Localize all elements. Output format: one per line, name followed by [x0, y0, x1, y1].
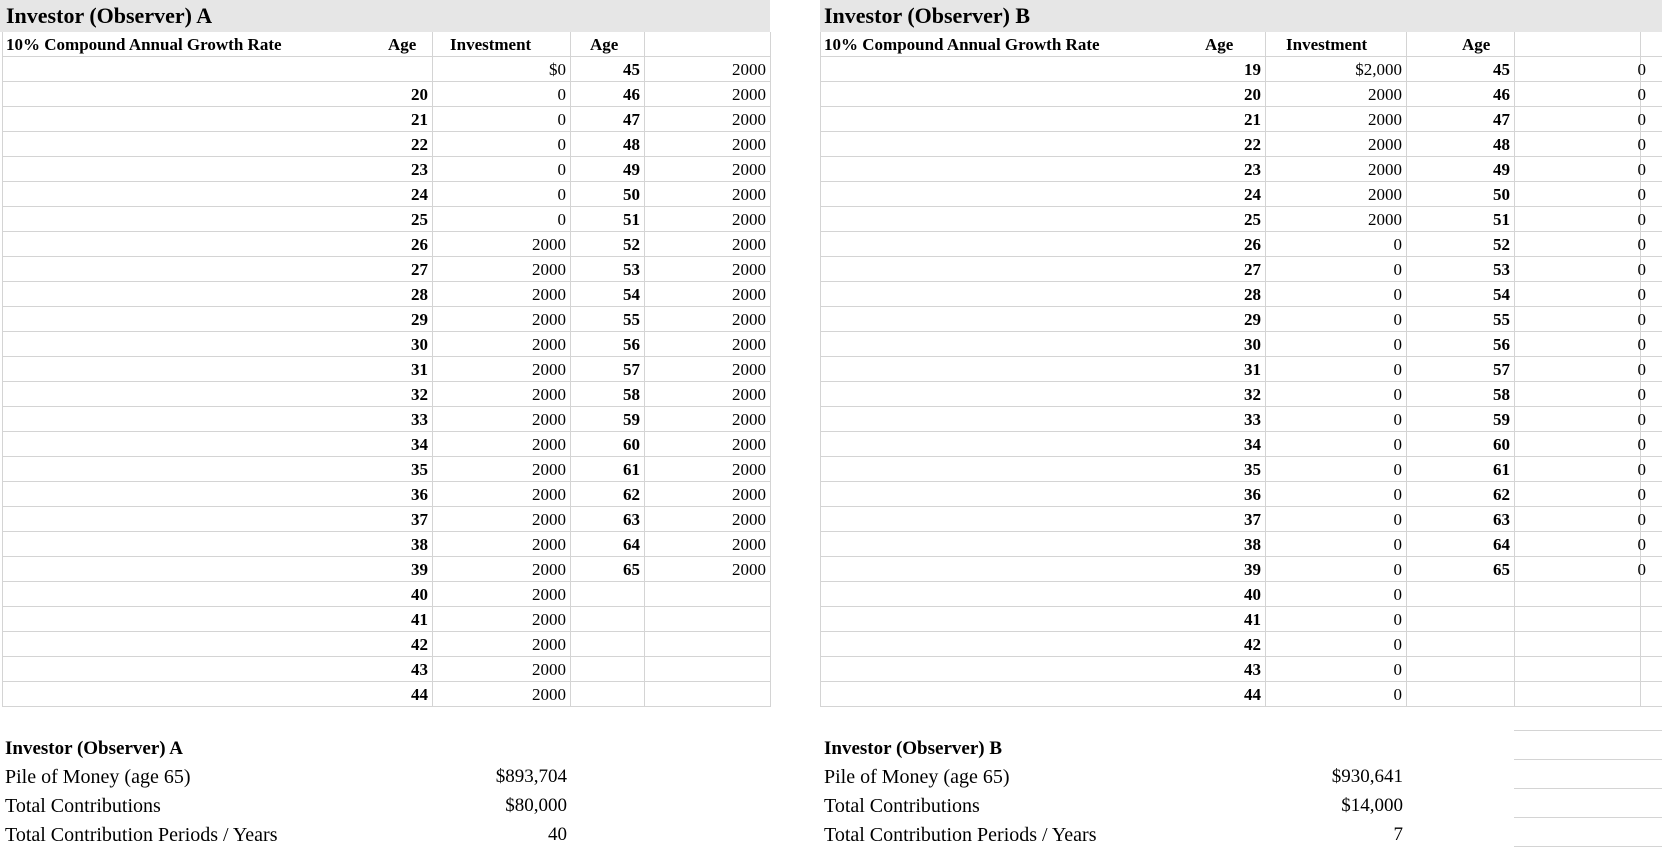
investor_b-age-cell[interactable]: 47	[1493, 110, 1510, 129]
investor_a-age-cell[interactable]: 26	[411, 235, 428, 254]
summary-a-periods-value[interactable]: 40	[548, 824, 567, 845]
investor_a-investment-cell[interactable]: 2000	[532, 660, 566, 679]
investor_b-investment-cell[interactable]: 0	[1393, 635, 1402, 654]
investor_a-investment-cell[interactable]: 2000	[732, 360, 766, 379]
investor_b-investment-cell[interactable]: 0	[1393, 335, 1402, 354]
grid-hline	[1514, 817, 1662, 818]
investor_a-age-cell[interactable]: 49	[623, 160, 640, 179]
investor_a-age-cell[interactable]: 23	[411, 160, 428, 179]
investor_a-investment-cell[interactable]: 2000	[732, 210, 766, 229]
summary-b-contrib-value[interactable]: $14,000	[1341, 795, 1403, 816]
investor_b-age-cell[interactable]: 25	[1244, 210, 1261, 229]
investor_a-age-cell[interactable]: 32	[411, 385, 428, 404]
investor_a-investment-cell[interactable]: 2000	[532, 560, 566, 579]
grid-hline	[1514, 846, 1662, 847]
investor_a-investment-cell[interactable]: 2000	[532, 485, 566, 504]
investor_b-investment-cell[interactable]: 0	[1637, 435, 1646, 454]
investor_a-investment-cell[interactable]: 2000	[532, 310, 566, 329]
investor_a-age-cell[interactable]: 41	[411, 610, 428, 629]
investor_b-age-cell[interactable]: 51	[1493, 210, 1510, 229]
investor_a-age-cell[interactable]: 29	[411, 310, 428, 329]
investor_b-age-cell[interactable]: 46	[1493, 85, 1510, 104]
investor_a-age-cell[interactable]: 33	[411, 410, 428, 429]
investor_b-age-cell[interactable]: 19	[1244, 60, 1261, 79]
investor_b-investment-cell[interactable]: 0	[1393, 585, 1402, 604]
grid-hline	[1514, 759, 1662, 760]
investor_b-investment-cell[interactable]: 0	[1393, 685, 1402, 704]
investor_b-investment-cell[interactable]: 0	[1393, 460, 1402, 479]
investor_b-investment-cell[interactable]: 2000	[1368, 85, 1402, 104]
investor_a-investment-cell[interactable]: 2000	[532, 285, 566, 304]
investor-b-age-header-1[interactable]: Age	[1205, 35, 1234, 54]
investor_b-investment-cell[interactable]: 0	[1637, 235, 1646, 254]
investor_a-investment-cell[interactable]: 2000	[532, 235, 566, 254]
investor_b-investment-cell[interactable]: 0	[1637, 535, 1646, 554]
investor_b-age-cell[interactable]: 33	[1244, 410, 1261, 429]
investor_b-investment-cell[interactable]: 0	[1393, 610, 1402, 629]
investor_a-investment-cell[interactable]: 2000	[532, 360, 566, 379]
investor_b-investment-cell[interactable]: 2000	[1368, 185, 1402, 204]
investor_b-investment-cell[interactable]: 0	[1393, 535, 1402, 554]
summary-a-periods-label[interactable]: Total Contribution Periods / Years	[5, 824, 278, 846]
investor_a-age-cell[interactable]: 36	[411, 485, 428, 504]
investor-a-subtitle[interactable]: 10% Compound Annual Growth Rate	[6, 35, 282, 54]
summary-b-contrib-label[interactable]: Total Contributions	[824, 795, 980, 817]
investor_b-investment-cell[interactable]: 0	[1393, 285, 1402, 304]
investor_b-investment-cell[interactable]: 0	[1393, 510, 1402, 529]
investor_b-investment-cell[interactable]: 0	[1637, 560, 1646, 579]
investor_a-investment-cell[interactable]: 2000	[732, 135, 766, 154]
investor_b-age-cell[interactable]: 61	[1493, 460, 1510, 479]
investor_a-investment-cell[interactable]: 2000	[732, 510, 766, 529]
investor_b-investment-cell[interactable]: 2000	[1368, 110, 1402, 129]
investor_a-age-cell[interactable]: 22	[411, 135, 428, 154]
investor_a-age-cell[interactable]: 20	[411, 85, 428, 104]
investor_a-age-cell[interactable]: 38	[411, 535, 428, 554]
investor_a-investment-cell[interactable]: 2000	[532, 685, 566, 704]
investor_a-age-cell[interactable]: 35	[411, 460, 428, 479]
grid-hline	[1514, 788, 1662, 789]
investor_a-age-cell[interactable]: 43	[411, 660, 428, 679]
investor_a-age-cell[interactable]: 25	[411, 210, 428, 229]
investor_a-investment-cell[interactable]: 2000	[532, 385, 566, 404]
investor_b-age-cell[interactable]: 53	[1493, 260, 1510, 279]
investor_b-age-cell[interactable]: 34	[1244, 435, 1261, 454]
investor_b-age-cell[interactable]: 36	[1244, 485, 1261, 504]
investor_b-investment-cell[interactable]: 0	[1393, 260, 1402, 279]
summary-b-title[interactable]: Investor (Observer) B	[824, 738, 1003, 759]
summary-a-pile-value[interactable]: $893,704	[495, 766, 567, 787]
investor_a-investment-cell[interactable]: 2000	[532, 635, 566, 654]
investor_a-investment-cell[interactable]: 2000	[732, 160, 766, 179]
investor_a-age-cell[interactable]: 63	[623, 510, 640, 529]
investor_a-investment-cell[interactable]: 0	[557, 110, 566, 129]
investor_a-investment-cell[interactable]: 0	[557, 185, 566, 204]
investor_b-age-cell[interactable]: 21	[1244, 110, 1261, 129]
investor_b-investment-cell[interactable]: 0	[1393, 310, 1402, 329]
investor_a-investment-cell[interactable]: 2000	[532, 260, 566, 279]
investor_b-age-cell[interactable]: 63	[1493, 510, 1510, 529]
summary-b-periods-value[interactable]: 7	[1393, 824, 1403, 845]
investor_b-investment-cell[interactable]: 0	[1393, 560, 1402, 579]
investor_a-investment-cell[interactable]: 2000	[532, 335, 566, 354]
investor_b-investment-cell[interactable]: 0	[1393, 485, 1402, 504]
investor_a-age-cell[interactable]: 28	[411, 285, 428, 304]
investor_a-investment-cell[interactable]: 2000	[532, 510, 566, 529]
summary-b-periods-label[interactable]: Total Contribution Periods / Years	[824, 824, 1097, 846]
summary-a-pile-label[interactable]: Pile of Money (age 65)	[5, 766, 191, 788]
investor_b-age-cell[interactable]: 55	[1493, 310, 1510, 329]
investor_b-age-cell[interactable]: 49	[1493, 160, 1510, 179]
investor_b-age-cell[interactable]: 60	[1493, 435, 1510, 454]
investor_a-age-cell[interactable]: 34	[411, 435, 428, 454]
investor_b-age-cell[interactable]: 20	[1244, 85, 1261, 104]
summary-a-title[interactable]: Investor (Observer) A	[5, 738, 184, 759]
investor_a-age-cell[interactable]: 60	[623, 435, 640, 454]
investor_a-age-cell[interactable]: 31	[411, 360, 428, 379]
investor_a-investment-cell[interactable]: 2000	[532, 535, 566, 554]
investor_a-age-cell[interactable]: 47	[623, 110, 640, 129]
investor_a-age-cell[interactable]: 55	[623, 310, 640, 329]
investor_a-age-cell[interactable]: 46	[623, 85, 640, 104]
investor_b-age-cell[interactable]: 29	[1244, 310, 1261, 329]
investor_a-investment-cell[interactable]: 2000	[732, 310, 766, 329]
investor_a-investment-cell[interactable]: 2000	[732, 385, 766, 404]
investor_a-investment-cell[interactable]: $0	[549, 60, 566, 79]
investor_b-age-cell[interactable]: 48	[1493, 135, 1510, 154]
investor_a-age-cell[interactable]: 21	[411, 110, 428, 129]
grid-vline	[770, 32, 771, 707]
investor_a-age-cell[interactable]: 53	[623, 260, 640, 279]
investor_b-investment-cell[interactable]: 0	[1637, 160, 1646, 179]
investor_b-age-cell[interactable]: 52	[1493, 235, 1510, 254]
investor_a-investment-cell[interactable]: 2000	[732, 410, 766, 429]
investor_a-investment-cell[interactable]: 2000	[732, 535, 766, 554]
investor_b-age-cell[interactable]: 28	[1244, 285, 1261, 304]
investor_b-age-cell[interactable]: 32	[1244, 385, 1261, 404]
investor-a-title[interactable]: Investor (Observer) A	[6, 3, 213, 28]
investor_b-age-cell[interactable]: 62	[1493, 485, 1510, 504]
investor_a-age-cell[interactable]: 61	[623, 460, 640, 479]
investor_b-age-cell[interactable]: 44	[1244, 685, 1261, 704]
investor_b-investment-cell[interactable]: 0	[1637, 210, 1646, 229]
investor_a-investment-cell[interactable]: 0	[557, 135, 566, 154]
investor_b-investment-cell[interactable]: 0	[1393, 235, 1402, 254]
investor_a-age-cell[interactable]: 57	[623, 360, 640, 379]
investor_b-investment-cell[interactable]: 0	[1637, 185, 1646, 204]
investor_b-age-cell[interactable]: 58	[1493, 385, 1510, 404]
investor_b-age-cell[interactable]: 27	[1244, 260, 1261, 279]
investor_a-age-cell[interactable]: 27	[411, 260, 428, 279]
investor_a-age-cell[interactable]: 48	[623, 135, 640, 154]
investor_b-investment-cell[interactable]: 0	[1393, 410, 1402, 429]
investor_a-age-cell[interactable]: 24	[411, 185, 428, 204]
investor_b-investment-cell[interactable]: 0	[1393, 435, 1402, 454]
investor_b-investment-cell[interactable]: 0	[1393, 660, 1402, 679]
investor_b-investment-cell[interactable]: 2000	[1368, 135, 1402, 154]
investor_a-age-cell[interactable]: 40	[411, 585, 428, 604]
investor_b-age-cell[interactable]: 50	[1493, 185, 1510, 204]
investor_a-age-cell[interactable]: 58	[623, 385, 640, 404]
investor_b-investment-cell[interactable]: 0	[1637, 310, 1646, 329]
investor_b-investment-cell[interactable]: 0	[1637, 385, 1646, 404]
investor_b-investment-cell[interactable]: 0	[1637, 85, 1646, 104]
investor_a-age-cell[interactable]: 56	[623, 335, 640, 354]
investor_a-age-cell[interactable]: 37	[411, 510, 428, 529]
investor_a-investment-cell[interactable]: 2000	[732, 235, 766, 254]
investor_a-age-cell[interactable]	[368, 57, 428, 82]
investor-a-age-header-2[interactable]: Age	[590, 35, 619, 54]
investor_a-investment-cell[interactable]: 2000	[732, 285, 766, 304]
investor_b-age-cell[interactable]: 26	[1244, 235, 1261, 254]
investor_b-investment-cell[interactable]: 0	[1637, 60, 1646, 79]
investor_a-investment-cell[interactable]: 2000	[732, 485, 766, 504]
investor_b-age-cell[interactable]: 54	[1493, 285, 1510, 304]
investor_b-age-cell[interactable]: 57	[1493, 360, 1510, 379]
summary-b-pile-label[interactable]: Pile of Money (age 65)	[824, 766, 1010, 788]
investor_b-investment-cell[interactable]: 0	[1637, 110, 1646, 129]
investor_a-age-cell[interactable]: 62	[623, 485, 640, 504]
investor_b-investment-cell[interactable]: 2000	[1368, 160, 1402, 179]
investor_a-age-cell[interactable]: 51	[623, 210, 640, 229]
investor_a-investment-cell[interactable]: 2000	[732, 110, 766, 129]
investor_b-investment-cell[interactable]: 0	[1637, 485, 1646, 504]
investor_a-investment-cell[interactable]: 2000	[732, 60, 766, 79]
investor-a-investment-header[interactable]: Investment	[450, 35, 532, 54]
investor_b-age-cell[interactable]: 39	[1244, 560, 1261, 579]
investor_a-investment-cell[interactable]: 2000	[732, 435, 766, 454]
investor_a-investment-cell[interactable]: 2000	[532, 435, 566, 454]
investor_b-age-cell[interactable]: 42	[1244, 635, 1261, 654]
investor_b-age-cell[interactable]: 59	[1493, 410, 1510, 429]
investor_b-investment-cell[interactable]: 0	[1393, 360, 1402, 379]
investor_a-investment-cell[interactable]: 0	[557, 210, 566, 229]
investor_b-investment-cell[interactable]: 0	[1637, 360, 1646, 379]
investor_a-age-cell[interactable]: 42	[411, 635, 428, 654]
investor_b-age-cell[interactable]: 35	[1244, 460, 1261, 479]
investor_b-age-cell[interactable]: 40	[1244, 585, 1261, 604]
investor-b-title[interactable]: Investor (Observer) B	[824, 3, 1031, 28]
investor_b-age-cell[interactable]: 45	[1493, 60, 1510, 79]
investor_a-age-cell[interactable]: 45	[623, 60, 640, 79]
investor-a-age-header-1[interactable]: Age	[388, 35, 417, 54]
investor_b-age-cell[interactable]: 65	[1493, 560, 1510, 579]
investor_a-age-cell[interactable]: 30	[411, 335, 428, 354]
investor_b-age-cell[interactable]: 31	[1244, 360, 1261, 379]
investor_b-investment-cell[interactable]: $2,000	[1355, 60, 1402, 79]
summary-a-contrib-label[interactable]: Total Contributions	[5, 795, 161, 817]
investor_b-age-cell[interactable]: 41	[1244, 610, 1261, 629]
investor_a-investment-cell[interactable]: 2000	[732, 260, 766, 279]
investor_a-age-cell[interactable]: 59	[623, 410, 640, 429]
investor_a-investment-cell[interactable]: 2000	[532, 610, 566, 629]
investor_a-investment-cell[interactable]: 0	[557, 85, 566, 104]
investor_a-investment-cell[interactable]: 2000	[732, 85, 766, 104]
investor_a-age-cell[interactable]: 44	[411, 685, 428, 704]
investor-b-investment-header[interactable]: Investment	[1286, 35, 1368, 54]
investor_a-investment-cell[interactable]: 2000	[532, 585, 566, 604]
investor_b-age-cell[interactable]: 37	[1244, 510, 1261, 529]
investor_a-investment-cell[interactable]: 2000	[532, 460, 566, 479]
investor_a-investment-cell[interactable]: 0	[557, 160, 566, 179]
investor_a-investment-cell[interactable]: 2000	[732, 560, 766, 579]
investor_a-age-cell[interactable]: 50	[623, 185, 640, 204]
investor_b-investment-cell[interactable]: 0	[1637, 260, 1646, 279]
investor_a-investment-cell[interactable]: 2000	[732, 335, 766, 354]
investor_a-age-cell[interactable]: 64	[623, 535, 640, 554]
investor_a-investment-cell[interactable]: 2000	[732, 185, 766, 204]
investor_b-age-cell[interactable]: 22	[1244, 135, 1261, 154]
investor_b-investment-cell[interactable]: 0	[1637, 510, 1646, 529]
investor_b-investment-cell[interactable]: 0	[1637, 285, 1646, 304]
investor_b-age-cell[interactable]: 23	[1244, 160, 1261, 179]
investor_b-age-cell[interactable]: 38	[1244, 535, 1261, 554]
investor-b-age-header-2[interactable]: Age	[1462, 35, 1491, 54]
investor_a-age-cell[interactable]: 65	[623, 560, 640, 579]
investor_b-investment-cell[interactable]: 0	[1637, 135, 1646, 154]
investor_b-investment-cell[interactable]: 0	[1637, 460, 1646, 479]
investor_b-age-cell[interactable]: 64	[1493, 535, 1510, 554]
investor_a-investment-cell[interactable]: 2000	[732, 460, 766, 479]
investor_b-investment-cell[interactable]: 0	[1637, 335, 1646, 354]
investor-b-subtitle[interactable]: 10% Compound Annual Growth Rate	[824, 35, 1100, 54]
investor_b-age-cell[interactable]: 24	[1244, 185, 1261, 204]
investor_a-investment-cell[interactable]: 2000	[532, 410, 566, 429]
investor_b-investment-cell[interactable]: 0	[1393, 385, 1402, 404]
investor_b-investment-cell[interactable]: 2000	[1368, 210, 1402, 229]
grid-hline	[1514, 730, 1662, 731]
investor_b-age-cell[interactable]: 43	[1244, 660, 1261, 679]
investor_a-age-cell[interactable]: 54	[623, 285, 640, 304]
investor_b-investment-cell[interactable]: 0	[1637, 410, 1646, 429]
summary-b-pile-value[interactable]: $930,641	[1331, 766, 1403, 787]
investor_a-age-cell[interactable]: 39	[411, 560, 428, 579]
investor_b-age-cell[interactable]: 56	[1493, 335, 1510, 354]
investor_a-age-cell[interactable]: 52	[623, 235, 640, 254]
summary-a-contrib-value[interactable]: $80,000	[505, 795, 567, 816]
investor_b-age-cell[interactable]: 30	[1244, 335, 1261, 354]
